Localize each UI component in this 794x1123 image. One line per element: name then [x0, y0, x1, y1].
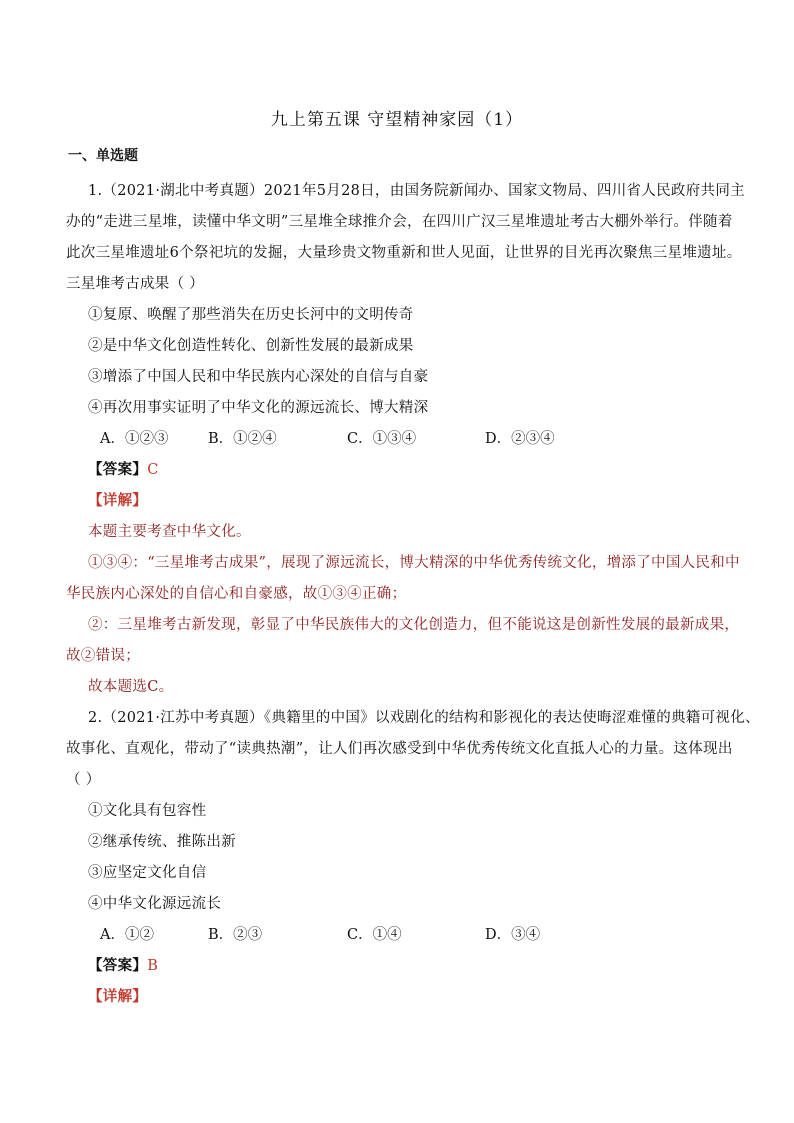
- q1-stem-line-2: 办的“走进三星堆，读懂中华文明”三星堆全球推介会，在四川广汉三星堆遗址考古大棚外举行。伴随着: [66, 214, 733, 230]
- q1-option-c: C．①③④: [347, 431, 417, 447]
- q1-statement-2: ②是中华文化创造性转化、创新性发展的最新成果: [88, 338, 414, 354]
- q1-answer: [88, 458, 159, 479]
- q1-answer-value: C: [147, 462, 159, 478]
- q1-option-a: A．①②③: [100, 431, 169, 447]
- q2-stem-line-1: 2.（2021·江苏中考真题）《典籍里的中国》以戏剧化的结构和影视化的表达使晦涩难懂的典籍可视化、: [88, 710, 760, 726]
- q2-statement-3: ③应坚定文化自信: [88, 865, 207, 881]
- q1-stem-line-3: 此次三星堆遗址6个祭祀坑的发掘，大量珍贵文物重新和世人见面，让世界的目光再次聚焦三星堆遗址。: [66, 245, 742, 261]
- q1-option-b: B．①②④: [208, 431, 277, 447]
- q1-option-d: D．②③④: [485, 431, 555, 447]
- q2-stem-line-2: 故事化、直观化，带动了“读典热潮”，让人们再次感受到中华优秀传统文化直抵人心的力量。这体现出: [66, 741, 733, 757]
- q1-statement-3: ③增添了中国人民和中华民族内心深处的自信与自豪: [88, 369, 429, 385]
- page-title: 九上第五课 守望精神家园（1）: [270, 110, 524, 130]
- q1-explain-intro: 本题主要考查中华文化。: [88, 524, 251, 540]
- q2-detail-label: 【详解】: [88, 988, 148, 1005]
- q2-statement-2: ②继承传统、推陈出新: [88, 834, 236, 850]
- q1-conclusion: 故本题选C。: [88, 679, 174, 695]
- q1-stem-line-1: 1.（2021·湖北中考真题）2021年5月28日，由国务院新闻办、国家文物局、四川省人民政府共同主: [88, 183, 745, 199]
- q2-answer-label: 【答案】: [88, 957, 148, 974]
- q2-option-b: B．②③: [208, 927, 263, 943]
- q1-explain-2-line-1: ②：三星堆考古新发现，彰显了中华民族伟大的文化创造力，但不能说这是创新性发展的最新成果，: [88, 617, 740, 633]
- section-heading: 一、单选题: [68, 148, 138, 164]
- q1-explain-1-line-1: ①③④：“三星堆考古成果”，展现了源远流长，博大精深的中华优秀传统文化，增添了中国人民和中: [88, 555, 740, 571]
- q2-stem-line-3: （ ）: [66, 772, 101, 788]
- q2-option-a: A．①②: [100, 927, 154, 943]
- q2-statement-1: ①文化具有包容性: [88, 803, 207, 819]
- q1-detail-label: 【详解】: [88, 492, 148, 509]
- q1-explain-1-line-2: 华民族内心深处的自信心和自豪感，故①③④正确；: [66, 586, 407, 602]
- q2-option-c: C．①④: [347, 927, 402, 943]
- q2-option-d: D．③④: [485, 927, 541, 943]
- q2-answer-value: B: [147, 958, 159, 974]
- q1-statement-1: ①复原、唤醒了那些消失在历史长河中的文明传奇: [88, 307, 414, 323]
- q2-statement-4: ④中华文化源远流长: [88, 896, 222, 912]
- q1-explain-2-line-2: 故②错误；: [66, 648, 140, 664]
- q2-answer: [88, 954, 158, 975]
- q1-stem-line-4: 三星堆考古成果（ ）: [66, 276, 205, 292]
- q1-statement-4: ④再次用事实证明了中华文化的源远流长、博大精深: [88, 400, 429, 416]
- q1-answer-label: 【答案】: [88, 461, 148, 478]
